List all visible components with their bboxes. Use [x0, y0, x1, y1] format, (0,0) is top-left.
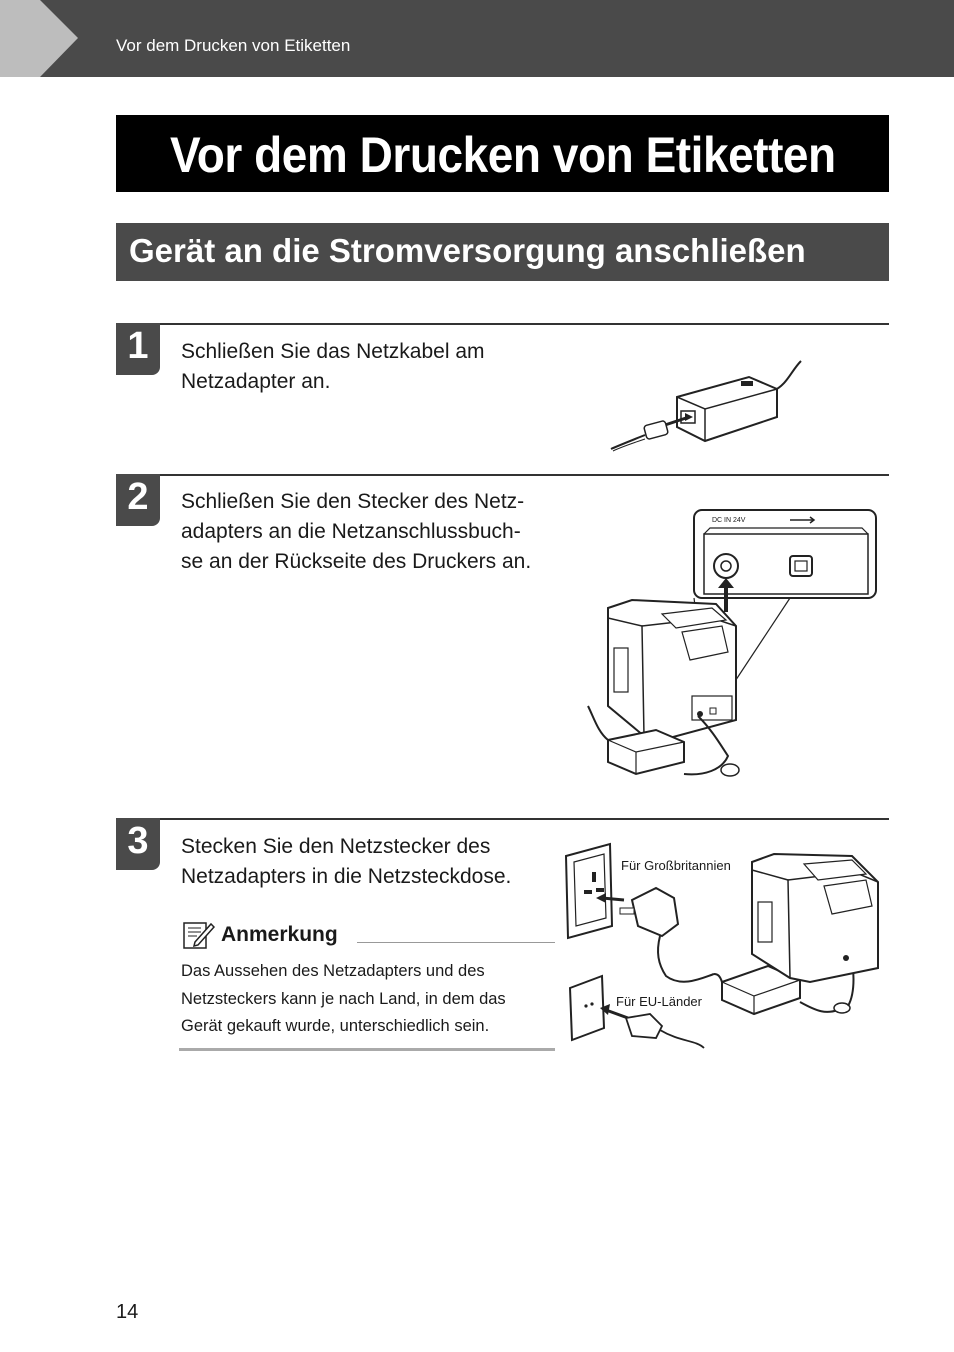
printer-rear-illustration — [572, 508, 880, 793]
step-2-divider — [160, 474, 889, 476]
page-number: 14 — [116, 1301, 139, 1323]
note-header — [181, 918, 555, 952]
adapter-cable-illustration — [605, 355, 805, 455]
step-3-divider — [160, 818, 889, 820]
printer-drawing — [572, 508, 880, 793]
note-pencil-icon — [183, 920, 215, 950]
step-1-number: 1 — [116, 323, 160, 375]
step-3-text — [181, 832, 561, 892]
step-2-line-2: adapters an die Netzanschlussbuch- — [181, 520, 521, 543]
note-line-2: Netzsteckers kann je nach Land, in dem das — [181, 989, 506, 1008]
step-2-text — [181, 487, 561, 577]
chapter-title: Vor dem Drucken von Etiketten — [169, 127, 836, 183]
caption-eu: Für EU-Länder — [616, 994, 702, 1009]
note-header-rule — [357, 942, 555, 943]
step-1-divider — [160, 323, 889, 325]
section-title: Gerät an die Stromversorgung anschließen — [129, 232, 806, 269]
note-label: Anmerkung — [221, 923, 338, 946]
note-line-3: Gerät gekauft wurde, unterschiedlich sein. — [181, 1017, 490, 1035]
step-2-number: 2 — [116, 474, 160, 526]
caption-uk: Für Großbritannien — [621, 858, 731, 873]
step-1-line-1: Schließen Sie das Netzkabel am — [181, 340, 485, 363]
step-3-number: 3 — [116, 818, 160, 870]
socket-plug-drawing — [562, 842, 890, 1054]
step-1-text — [181, 337, 561, 397]
step-2-line-1: Schließen Sie den Stecker des Netz- — [181, 490, 525, 513]
step-3-line-2: Netzadapters in die Netzsteckdose. — [181, 865, 512, 888]
dc-in-port-label: DC IN 24V — [712, 517, 746, 524]
section-title-box — [116, 223, 889, 281]
note-body — [181, 958, 553, 1041]
step-1-line-2: Netzadapter an. — [181, 370, 331, 393]
chapter-tab-marker — [0, 0, 78, 77]
step-2-line-3: se an der Rückseite des Druckers an. — [181, 550, 532, 573]
step-3-line-1: Stecken Sie den Netzstecker des — [181, 835, 491, 858]
note-bottom-rule — [179, 1048, 555, 1051]
note-line-1: Das Aussehen des Netzadapters und des — [181, 962, 485, 980]
socket-plug-illustration — [562, 842, 890, 1054]
chapter-title-box — [116, 115, 889, 192]
running-header-title: Vor dem Drucken von Etiketten — [116, 36, 351, 55]
header-bar — [0, 0, 954, 77]
